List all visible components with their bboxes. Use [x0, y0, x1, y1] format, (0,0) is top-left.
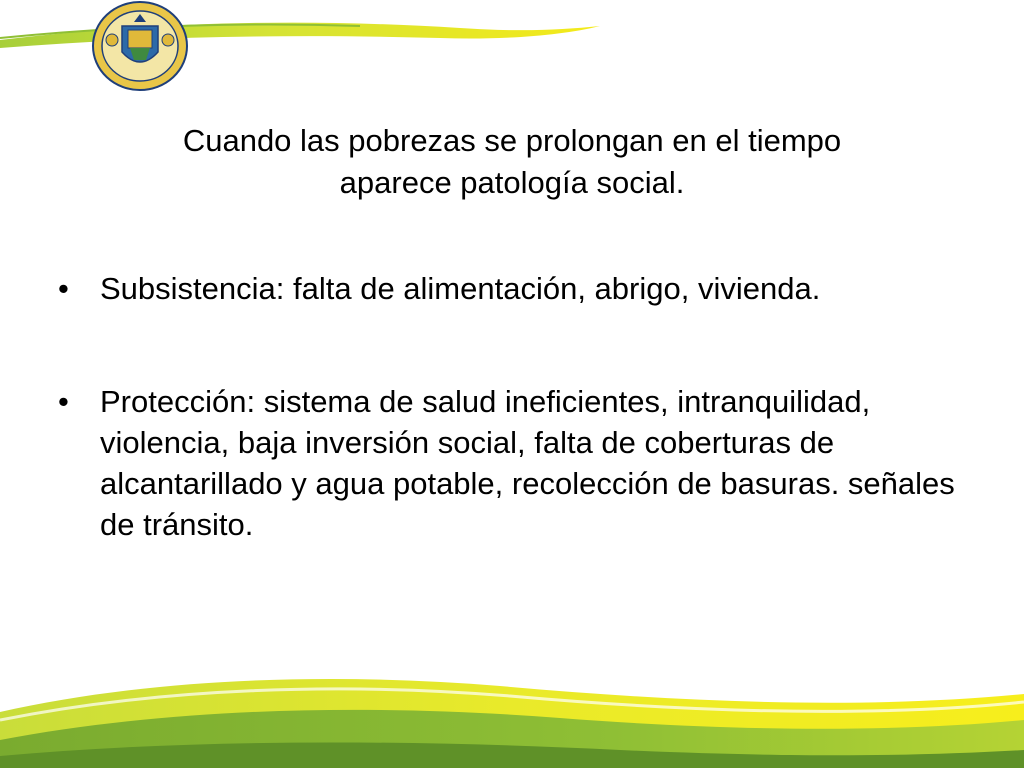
- bullet-list: [58, 268, 958, 617]
- bottom-swoosh-decoration: [0, 660, 1024, 768]
- bullet-icon: •: [58, 271, 69, 306]
- bullet-text: Protección: sistema de salud ineficientes, intranquilidad, violencia, baja inversión social, falta de coberturas de alcantarillado y agua potable, recolección de basuras. señales de tránsito.: [100, 384, 955, 542]
- intro-line-1: Cuando las pobrezas se prolongan en el tiempo: [182, 123, 842, 158]
- intro-statement: [60, 120, 964, 204]
- bullet-icon: •: [58, 384, 69, 419]
- bullet-item-subsistencia: [58, 268, 958, 309]
- intro-line-2: aparece patología social.: [339, 165, 685, 200]
- bullet-item-proteccion: [58, 381, 958, 545]
- university-seal-logo: [90, 0, 190, 92]
- bullet-text: Subsistencia: falta de alimentación, abrigo, vivienda.: [100, 271, 821, 306]
